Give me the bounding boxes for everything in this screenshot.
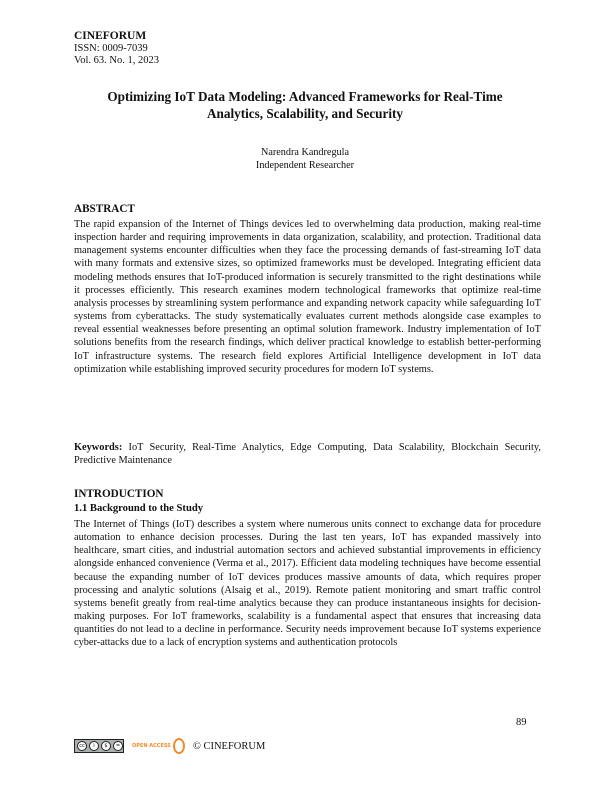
author-affiliation: Independent Researcher	[255, 160, 355, 171]
creative-commons-badge-icon	[74, 739, 124, 753]
keywords	[74, 441, 541, 467]
paper-title	[74, 88, 536, 122]
page-number: 89	[516, 717, 527, 728]
journal-volume: Vol. 63. No. 1, 2023	[74, 55, 159, 66]
journal-info	[74, 30, 159, 68]
footer	[74, 735, 265, 757]
journal-issn: ISSN: 0009-7039	[74, 42, 148, 54]
keywords-label: Keywords:	[74, 442, 123, 453]
keywords-list: IoT Security, Real-Time Analytics, Edge Computing, Data Scalability, Blockchain Security, Predictive Maintenance	[74, 442, 541, 467]
abstract-heading: ABSTRACT	[74, 203, 135, 215]
author-block	[74, 146, 536, 172]
background-subheading: 1.1 Background to the Study	[74, 503, 204, 514]
open-access-logo	[132, 738, 185, 754]
paper-title-line-1: Optimizing IoT Data Modeling: Advanced Frameworks for Real-Time	[107, 89, 503, 104]
open-access-lock-icon	[173, 738, 185, 754]
paper-title-line-2: Analytics, Scalability, and Security	[207, 106, 403, 121]
open-access-label: OPEN ACCESS	[132, 743, 171, 749]
cc-sa-icon: =	[113, 741, 123, 751]
introduction-heading: INTRODUCTION	[74, 488, 164, 500]
cc-symbol-icon: cc	[77, 741, 87, 751]
journal-name: CINEFORUM	[74, 30, 147, 42]
author-name: Narendra Kandregula	[261, 147, 349, 158]
cc-by-icon: i	[89, 741, 99, 751]
abstract-text: The rapid expansion of the Internet of Things devices led to overwhelming data production, making real-time inspection harder and requiring improvements in data organization, scalability, and protection. Traditional data management systems encounter difficulties when they face the processing demands of fast-streaming IoT data with many formats and extensive sizes, so optimized frameworks must be developed. Integrating efficient data modeling methods ensures that IoT-produced information is securely transmitted to the right destinations while it processes efficiently. This research examines modern technological frameworks that optimize real-time analysis processes by streamlining system performance and expanding network capacity while safeguarding IoT systems from cyberattacks. The study systematically evaluates current methods alongside case examples to reveal essential weaknesses before presenting an optimal solution framework. Industry implementation of IoT solutions benefits from the research findings, which deliver practical knowledge to establish better-performing IoT infrastructure systems. The research field explores Artificial Intelligence development in IoT data optimization while establishing improved security procedures for modern IoT systems.	[74, 219, 541, 375]
introduction-text: The Internet of Things (IoT) describes a system where numerous units connect to exchange data for procedure automation to enhance decision processes. During the last ten years, IoT has expanded massively into healthcare, smart cities, and industrial automation sectors and achieved substantial improvements in efficiency alongside enhanced convenience (Verma et al., 2017). Efficient data modeling techniques have become essential because the expanding number of IoT devices produces massive amounts of data, which requires proper processing and analytic solutions (Alsaig et al., 2019). Remote patient monitoring and smart traffic control systems benefit greatly from real-time analytics because they can produce instantaneous insights for decision-making purposes. For IoT frameworks, scalability is a fundamental aspect that ensures that increasing data quantities do not lead to a decline in performance. Security needs improvement because IoT systems experience cyber-attacks due to a lack of encryption systems and authentication protocols	[74, 519, 541, 649]
cc-nc-icon: $	[101, 741, 111, 751]
copyright-notice: © CINEFORUM	[192, 740, 266, 752]
